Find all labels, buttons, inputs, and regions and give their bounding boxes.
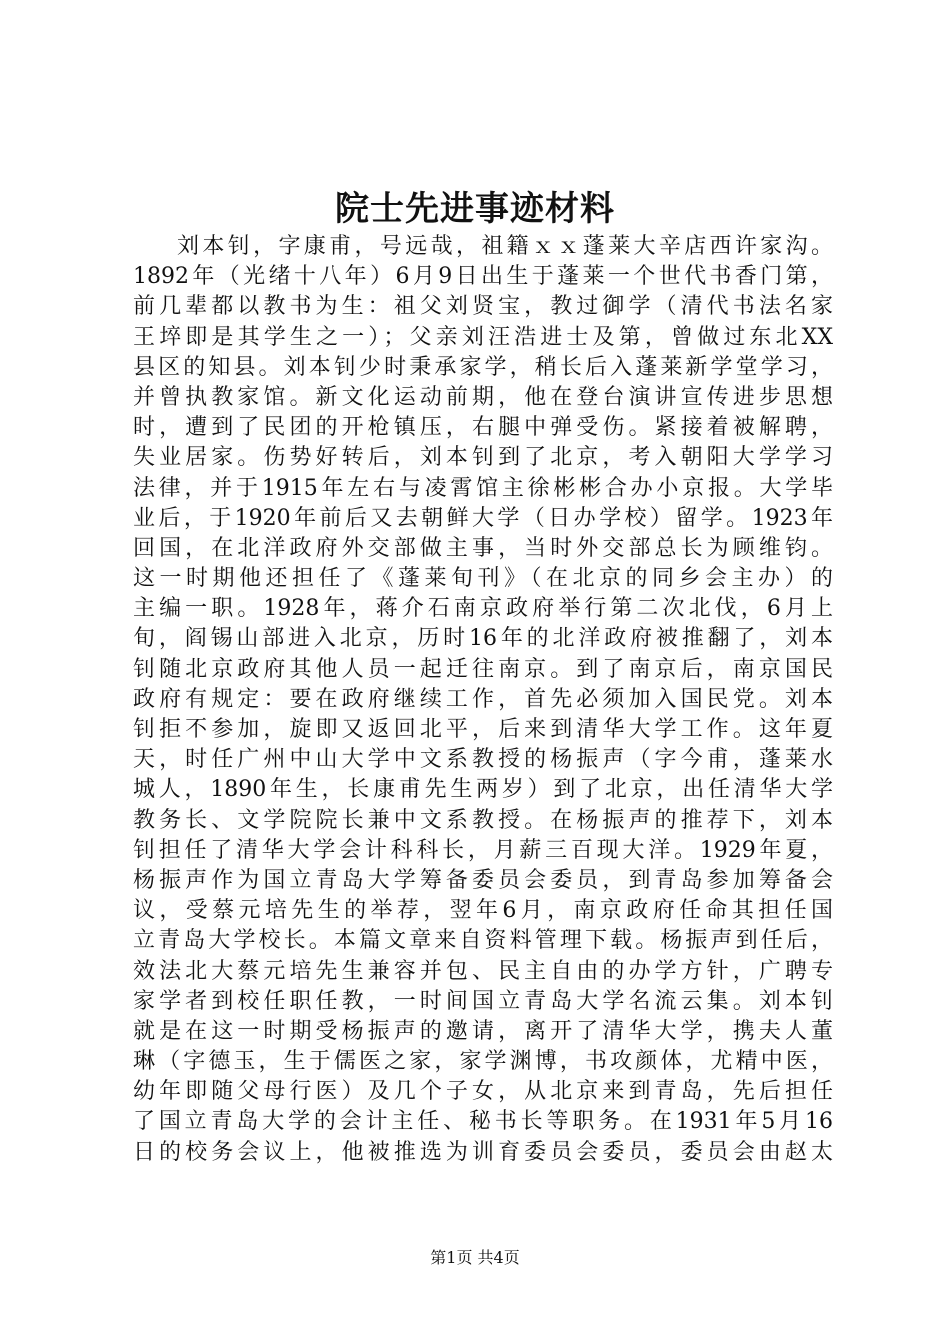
body-line: 日的校务会议上，他被推选为训育委员会委员，委员会由赵太 — [133, 1139, 833, 1165]
body-line: 钊拒不参加，旋即又返回北平，后来到清华大学工作。这年夏 — [133, 717, 833, 742]
body-line: 主编一职。1928年，蒋介石南京政府举行第二次北伐，6月上 — [133, 596, 833, 622]
body-line: 回国，在北洋政府外交部做主事，当时外交部总长为顾维钧。 — [133, 535, 833, 561]
body-line: 刘本钊，字康甫，号远哉，祖籍ｘｘ蓬莱大辛店西许家沟。 — [177, 234, 833, 259]
body-line: 家学者到校任职任教，一时间国立青岛大学名流云集。刘本钊 — [133, 988, 833, 1014]
body-line: 政府有规定：要在政府继续工作，首先必须加入国民党。刘本 — [133, 686, 833, 712]
body-line: 教务长、文学院院长兼中文系教授。在杨振声的推荐下，刘本 — [133, 807, 833, 833]
document-body — [133, 232, 833, 1168]
document-title: 院士先进事迹材料 — [335, 189, 615, 229]
body-line: 业后，于1920年前后又去朝鲜大学（日办学校）留学。1923年 — [133, 505, 833, 531]
body-line: 旬，阎锡山部进入北京，历时16年的北洋政府被推翻了，刘本 — [133, 626, 833, 652]
body-line: 效法北大蔡元培先生兼容并包、民主自由的办学方针，广聘专 — [133, 958, 833, 984]
body-line: 天，时任广州中山大学中文系教授的杨振声（字今甫，蓬莱水 — [133, 747, 833, 773]
body-line: 失业居家。伤势好转后，刘本钊到了北京，考入朝阳大学学习 — [133, 445, 833, 471]
body-line: 王埣即是其学生之一）；父亲刘汪浩进士及第，曾做过东北XX — [133, 324, 833, 350]
page-footer: 第1页 共4页 — [430, 1248, 520, 1267]
body-line: 钊随北京政府其他人员一起迁往南京。到了南京后，南京国民 — [133, 656, 833, 682]
body-line: 就是在这一时期受杨振声的邀请，离开了清华大学，携夫人董 — [133, 1018, 833, 1044]
body-line: 钊担任了清华大学会计科科长，月薪三百现大洋。1929年夏， — [133, 837, 833, 863]
body-line: 琳（字德玉，生于儒医之家，家学渊博，书攻颜体，尤精中医， — [133, 1049, 833, 1075]
body-line: 城人，1890年生，长康甫先生两岁）到了北京，出任清华大学 — [133, 777, 833, 803]
body-line: 前几辈都以教书为生：祖父刘贤宝，教过御学（清代书法名家 — [133, 294, 833, 320]
body-line: 议，受蔡元培先生的举荐，翌年6月，南京政府任命其担任国 — [133, 898, 833, 924]
body-line: 这一时期他还担任了《蓬莱旬刊》（在北京的同乡会主办）的 — [133, 566, 833, 592]
body-line: 立青岛大学校长。本篇文章来自资料管理下载。杨振声到任后， — [133, 928, 833, 954]
body-line: 杨振声作为国立青岛大学筹备委员会委员，到青岛参加筹备会 — [133, 867, 833, 893]
body-line: 县区的知县。刘本钊少时秉承家学，稍长后入蓬莱新学堂学习， — [133, 354, 833, 380]
body-line: 幼年即随父母行医）及几个子女，从北京来到青岛，先后担任 — [133, 1079, 833, 1105]
body-line: 时，遭到了民团的开枪镇压，右腿中弹受伤。紧接着被解聘， — [133, 415, 833, 441]
body-line: 了国立青岛大学的会计主任、秘书长等职务。在1931年5月16 — [133, 1109, 833, 1135]
body-line: 法律，并于1915年左右与凌霄馆主徐彬彬合办小京报。大学毕 — [133, 475, 833, 501]
body-line: 1892年（光绪十八年）6月9日出生于蓬莱一个世代书香门第， — [133, 264, 833, 290]
body-line: 并曾执教家馆。新文化运动前期，他在登台演讲宣传进步思想 — [133, 384, 833, 410]
